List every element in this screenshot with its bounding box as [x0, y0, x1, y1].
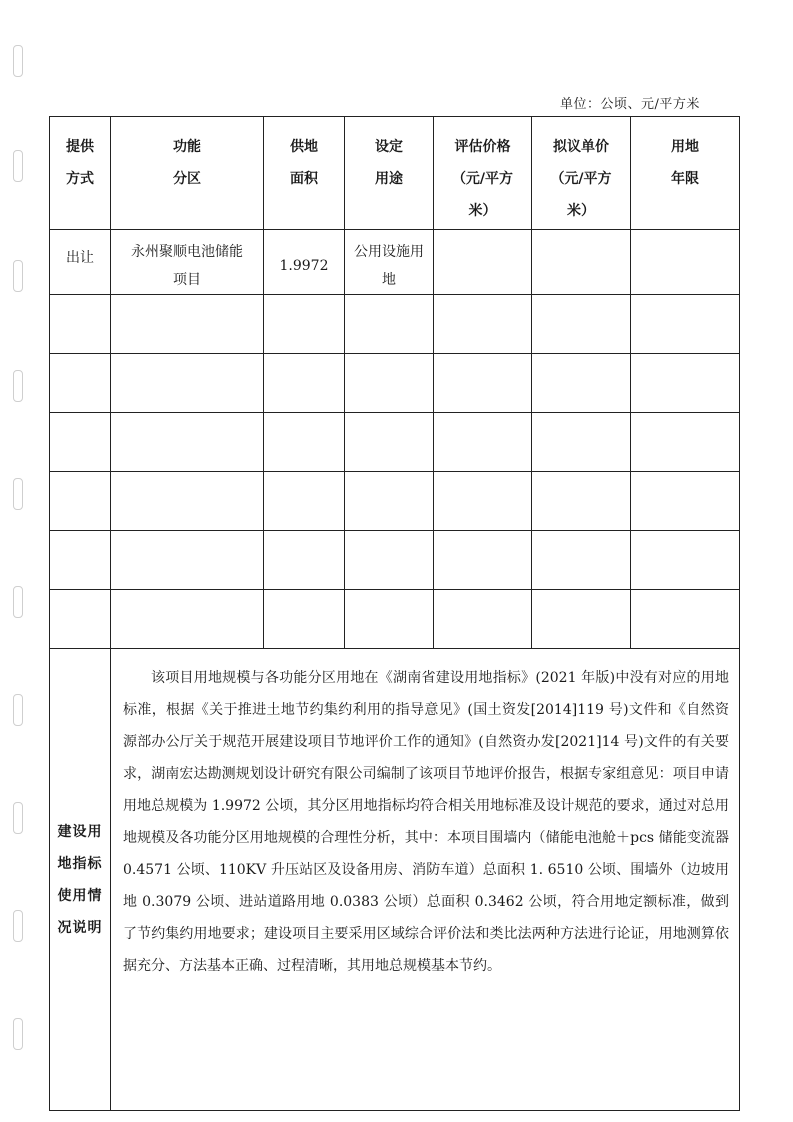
cell-term	[631, 230, 740, 295]
header-cell: 评估价格 （元/平方 米）	[434, 117, 532, 230]
binder-hole	[13, 802, 23, 834]
table-row-empty	[50, 590, 740, 649]
cell-price	[434, 230, 532, 295]
binder-hole	[13, 45, 23, 77]
table-row	[50, 230, 740, 295]
land-supply-table	[49, 116, 740, 1111]
table-row-empty	[50, 531, 740, 590]
binder-hole	[13, 150, 23, 182]
table-row-empty	[50, 472, 740, 531]
header-cell: 设定 用途	[345, 117, 434, 230]
cell-method: 出让	[50, 230, 111, 295]
usage-description-row	[50, 649, 740, 1111]
header-cell: 拟议单价 （元/平方 米）	[532, 117, 631, 230]
usage-description-label: 建设用 地指标 使用情 况说明	[50, 649, 111, 1111]
header-cell: 用地 年限	[631, 117, 740, 230]
header-cell: 功能 分区	[111, 117, 264, 230]
table-row-empty	[50, 354, 740, 413]
binder-hole	[13, 586, 23, 618]
cell-zone: 永州聚顺电池储能 项目	[111, 230, 264, 295]
cell-area: 1.9972	[264, 230, 345, 295]
cell-unit-price	[532, 230, 631, 295]
header-cell: 提供 方式	[50, 117, 111, 230]
table-row-empty	[50, 295, 740, 354]
usage-description-text: 该项目用地规模与各功能分区用地在《湖南省建设用地指标》(2021 年版)中没有对应的用地标准，根据《关于推进土地节约集约利用的指导意见》(国土资发[2014]119 号)文件和《自然资源部办公厅关于规范开展建设项目节地评价工作的通知》(自然资办发[2021]14 号)文件的有关要求，湖南宏达勘测规划设计研究有限公司编制了该项目节地评价报告，根据专家组意见：项目申请用地总规模为 1.9972 公顷，其分区用地指标均符合相关用地标准及设计规范的要求，通过对总用地规模及各功能分区用地规模的合理性分析，其中：本项目围墙内（储能电池舱＋pcs 储能变流器 0.4571 公顷、110KV 升压站区及设备用房、消防车道）总面积 1. 6510 公顷、围墙外（边坡用地 0.3079 公顷、进站道路用地 0.0383 公顷）总面积 0.3462 公顷，符合用地定额标准，做到了节约集约用地要求；建设项目主要采用区域综合评价法和类比法两种方法进行论证，用地测算依据充分、方法基本正确、过程清晰，其用地总规模基本节约。	[111, 649, 740, 1111]
binder-hole	[13, 694, 23, 726]
binder-hole	[13, 910, 23, 942]
table-header-row	[50, 117, 740, 230]
binder-hole	[13, 478, 23, 510]
unit-note: 单位：公顷、元/平方米	[560, 97, 700, 112]
binder-hole	[13, 370, 23, 402]
cell-use: 公用设施用 地	[345, 230, 434, 295]
table-row-empty	[50, 413, 740, 472]
binder-hole	[13, 1018, 23, 1050]
binder-hole	[13, 260, 23, 292]
header-cell: 供地 面积	[264, 117, 345, 230]
